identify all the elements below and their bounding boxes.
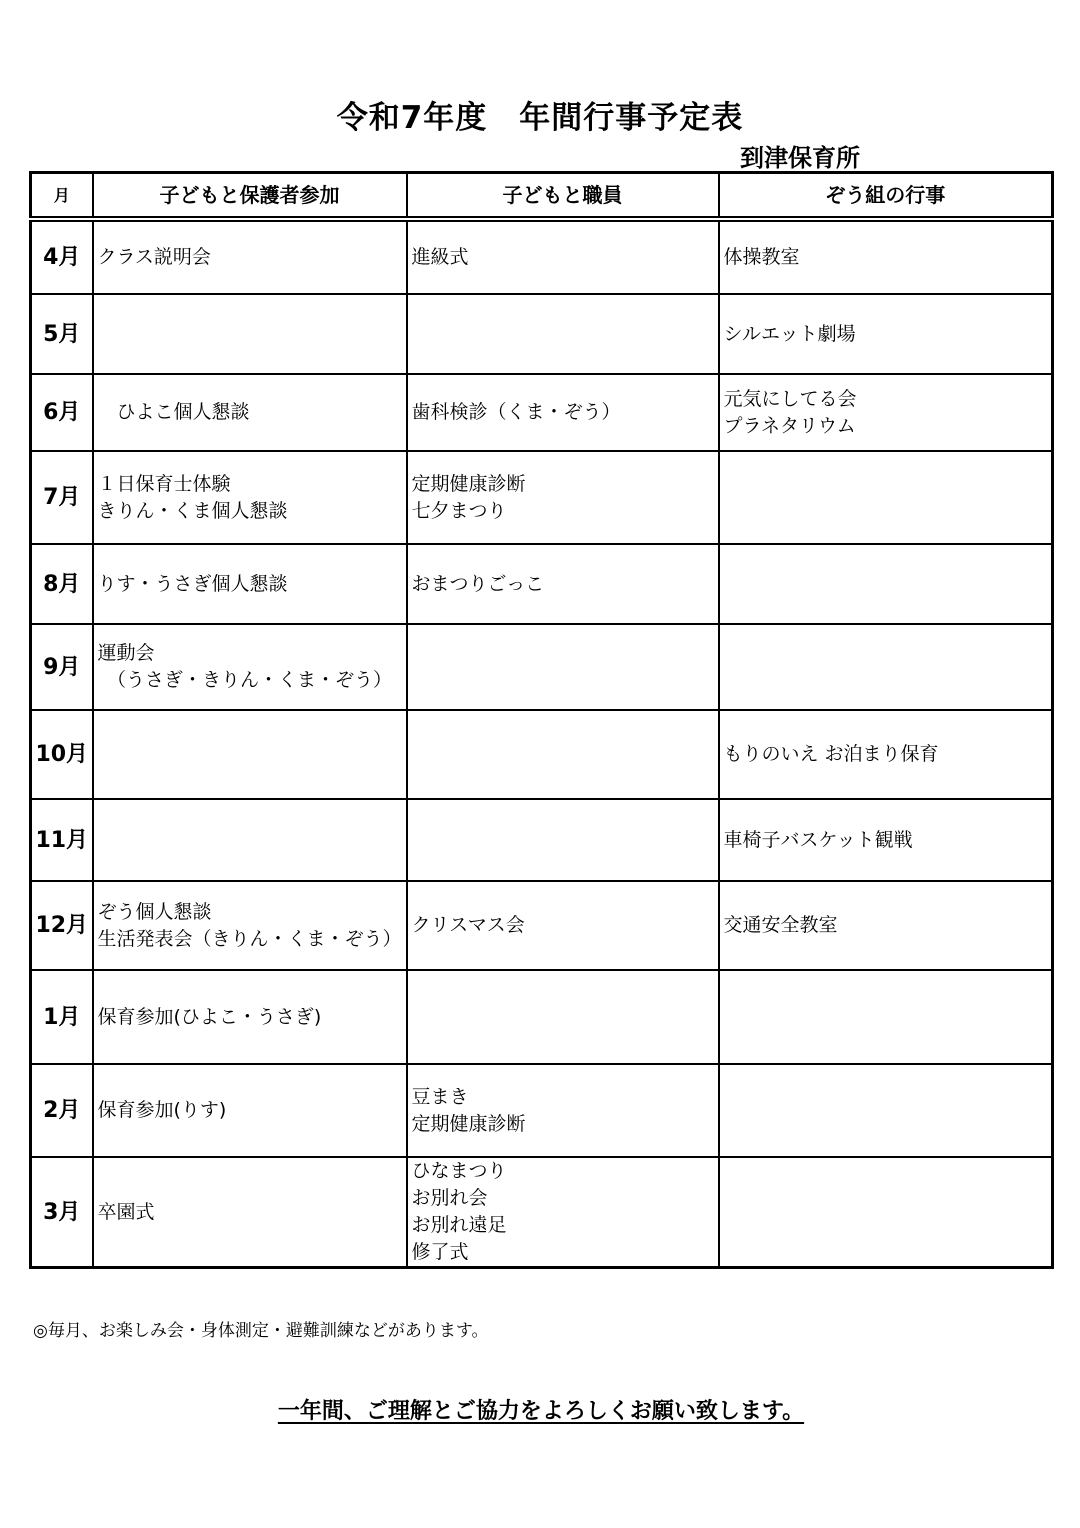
- staff-cell: [407, 1157, 719, 1268]
- staff-cell: [407, 219, 719, 294]
- event-item: シルエット劇場: [723, 322, 856, 345]
- zou-events-cell: [719, 1157, 1053, 1268]
- event-item: お別れ遠足: [411, 1214, 507, 1236]
- zou-events-cell: [719, 451, 1053, 544]
- closing-message: 一年間、ご理解とご協力をよろしくお願い致します。: [277, 1399, 805, 1424]
- parents-cell: [93, 374, 407, 451]
- event-item: 体操教室: [723, 246, 800, 268]
- table-row: [31, 219, 1053, 294]
- table-row: [31, 970, 1053, 1064]
- staff-cell: [407, 374, 719, 451]
- event-item: 生活発表会（きりん・くま・ぞう）: [97, 927, 402, 950]
- organization-name: 到津保育所: [740, 144, 860, 172]
- table-header-row: [31, 173, 1053, 220]
- month-cell: 6月: [31, 374, 93, 451]
- month-cell: 8月: [31, 544, 93, 624]
- month-cell: 7月: [31, 451, 93, 544]
- month-cell: 5月: [31, 294, 93, 374]
- staff-cell: [407, 881, 719, 970]
- header-parents: 子どもと保護者参加: [93, 173, 407, 220]
- event-item: 定期健康診断: [411, 1112, 526, 1135]
- parents-cell: [93, 1064, 407, 1157]
- table-row: [31, 544, 1053, 624]
- staff-cell: [407, 294, 719, 374]
- parents-cell: [93, 970, 407, 1064]
- table-row: [31, 624, 1053, 710]
- table-row: [31, 294, 1053, 374]
- parents-cell: [93, 710, 407, 799]
- zou-events-cell: [719, 219, 1053, 294]
- event-item: 元気にしてる会: [723, 387, 857, 410]
- staff-cell: [407, 710, 719, 799]
- parents-cell: [93, 1157, 407, 1268]
- month-cell: 1月: [31, 970, 93, 1064]
- zou-events-cell: [719, 799, 1053, 881]
- event-item: 保育参加(ひよこ・うさぎ): [97, 1005, 322, 1028]
- month-cell: 11月: [31, 799, 93, 881]
- table-row: [31, 451, 1053, 544]
- table-row: [31, 374, 1053, 451]
- header-month: 月: [31, 173, 93, 220]
- document-title: 令和7年度 年間行事予定表: [336, 100, 744, 136]
- event-item: 歯科検診（くま・ぞう）: [411, 401, 621, 423]
- event-item: ぞう個人懇談: [97, 900, 212, 923]
- event-item: プラネタリウム: [723, 414, 856, 437]
- month-cell: 3月: [31, 1157, 93, 1268]
- parents-cell: [93, 881, 407, 970]
- event-item: りす・うさぎ個人懇談: [97, 572, 288, 595]
- event-item: 進級式: [411, 246, 469, 268]
- parents-cell: [93, 799, 407, 881]
- staff-cell: [407, 451, 719, 544]
- parents-cell: [93, 544, 407, 624]
- parents-cell: [93, 451, 407, 544]
- event-item: お別れ会: [411, 1187, 488, 1209]
- event-item: 運動会: [97, 642, 155, 664]
- event-item: 豆まき: [411, 1085, 469, 1108]
- zou-events-cell: [719, 1064, 1053, 1157]
- staff-cell: [407, 544, 719, 624]
- month-cell: 2月: [31, 1064, 93, 1157]
- staff-cell: [407, 624, 719, 710]
- table-row: [31, 799, 1053, 881]
- zou-events-cell: [719, 970, 1053, 1064]
- zou-events-cell: [719, 710, 1053, 799]
- event-item: クラス説明会: [97, 246, 211, 268]
- staff-cell: [407, 1064, 719, 1157]
- annual-schedule-table: [29, 171, 1054, 1269]
- event-item: クリスマス会: [411, 914, 525, 936]
- zou-events-cell: [719, 624, 1053, 710]
- event-item: 交通安全教室: [723, 914, 838, 936]
- table-row: [31, 710, 1053, 799]
- table-row: [31, 881, 1053, 970]
- parents-cell: [93, 624, 407, 710]
- staff-cell: [407, 799, 719, 881]
- month-cell: 9月: [31, 624, 93, 710]
- event-item: 保育参加(りす): [97, 1099, 227, 1121]
- event-item: １日保育士体験: [97, 472, 231, 495]
- event-item: おまつりごっこ: [411, 572, 545, 595]
- event-item: （うさぎ・きりん・くま・ぞう）: [97, 669, 393, 691]
- zou-events-cell: [719, 881, 1053, 970]
- event-item: 修了式: [411, 1241, 469, 1263]
- month-cell: 12月: [31, 881, 93, 970]
- zou-events-cell: [719, 294, 1053, 374]
- event-item: もりのいえ お泊まり保育: [723, 743, 939, 765]
- event-item: 車椅子バスケット観戦: [723, 828, 913, 851]
- parents-cell: [93, 219, 407, 294]
- footnote: ◎毎月、お楽しみ会・身体測定・避難訓練などがあります。: [33, 1321, 489, 1341]
- event-item: 定期健康診断: [411, 472, 526, 495]
- event-item: 七夕まつり: [411, 499, 507, 522]
- table-row: [31, 1064, 1053, 1157]
- parents-cell: [93, 294, 407, 374]
- staff-cell: [407, 970, 719, 1064]
- header-zou-events: ぞう組の行事: [719, 173, 1053, 220]
- month-cell: 10月: [31, 710, 93, 799]
- zou-events-cell: [719, 374, 1053, 451]
- zou-events-cell: [719, 544, 1053, 624]
- event-item: きりん・くま個人懇談: [97, 499, 288, 522]
- header-staff: 子どもと職員: [407, 173, 719, 220]
- month-cell: 4月: [31, 219, 93, 294]
- event-item: ひなまつり: [411, 1160, 507, 1182]
- event-item: 卒園式: [97, 1200, 155, 1223]
- event-item: ひよこ個人懇談: [97, 401, 250, 423]
- table-row: [31, 1157, 1053, 1268]
